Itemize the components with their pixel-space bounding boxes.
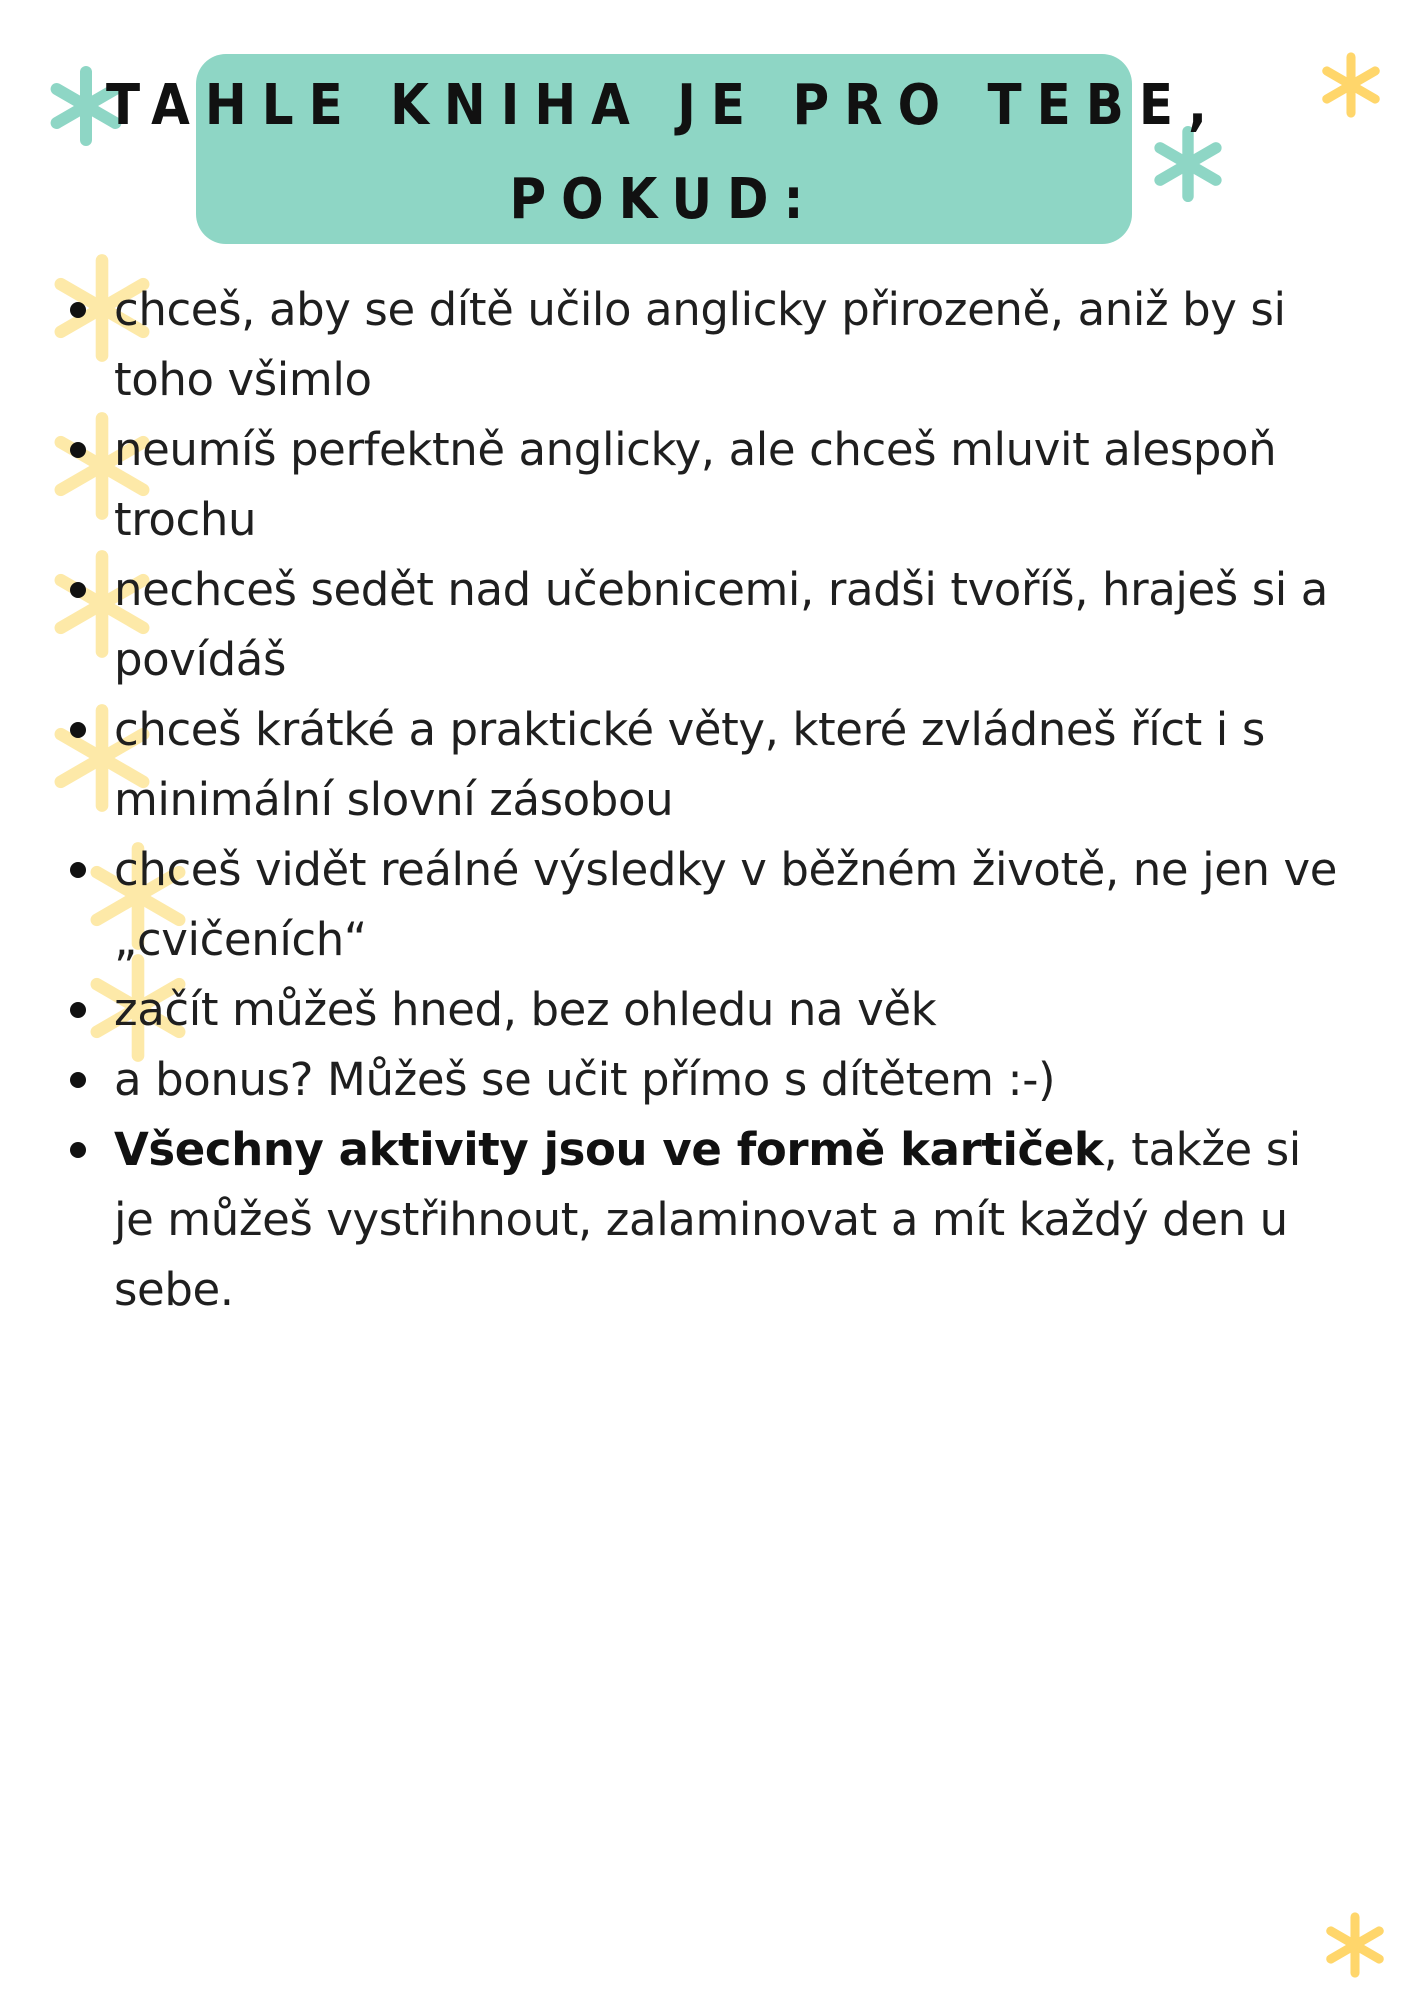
bullet-dot-icon: [70, 1142, 86, 1158]
list-item-text: chceš vidět reálné výsledky v běžném životě, ne jen ve „cvičeních“: [114, 843, 1338, 966]
list-item: [70, 555, 1340, 695]
title-banner: [105, 54, 1223, 244]
list-item: [70, 1115, 1340, 1325]
list-item: [70, 975, 1340, 1045]
bullet-dot-icon: [70, 1072, 86, 1088]
bullet-dot-icon: [70, 442, 86, 458]
list-item: [70, 1045, 1340, 1115]
list-item-text: nechceš sedět nad učebnicemi, radši tvoříš, hraješ si a povídáš: [114, 563, 1328, 686]
page-title-continuation: POKUD:: [509, 166, 819, 232]
asterisk-icon: [1318, 52, 1384, 118]
asterisk-icon: [1322, 1912, 1388, 1978]
list-item: [70, 695, 1340, 835]
list-item-text: , takže si je můžeš vystřihnout, zalaminovat a mít každý den u sebe.: [114, 1123, 1301, 1316]
list-item-text: a bonus? Můžeš se učit přímo s dítětem :-): [114, 1053, 1056, 1106]
list-item: [70, 275, 1340, 415]
list-item-bold-text: Všechny aktivity jsou ve formě kartiček: [114, 1123, 1104, 1176]
bullet-list: [70, 275, 1340, 1325]
bullet-dot-icon: [70, 582, 86, 598]
list-item-text: začít můžeš hned, bez ohledu na věk: [114, 983, 937, 1036]
list-item-text: chceš, aby se dítě učilo anglicky přirozeně, aniž by si toho všimlo: [114, 283, 1286, 406]
list-item-text: neumíš perfektně anglicky, ale chceš mluvit alespoň trochu: [114, 423, 1277, 546]
list-item: [70, 835, 1340, 975]
list-item-text: chceš krátké a praktické věty, které zvládneš říct i s minimální slovní zásobou: [114, 703, 1265, 826]
list-item: [70, 415, 1340, 555]
bullet-dot-icon: [70, 302, 86, 318]
bullet-dot-icon: [70, 1002, 86, 1018]
bullet-dot-icon: [70, 862, 86, 878]
page-title: TAHLE KNIHA JE PRO TEBE,: [105, 72, 1223, 138]
bullet-dot-icon: [70, 722, 86, 738]
